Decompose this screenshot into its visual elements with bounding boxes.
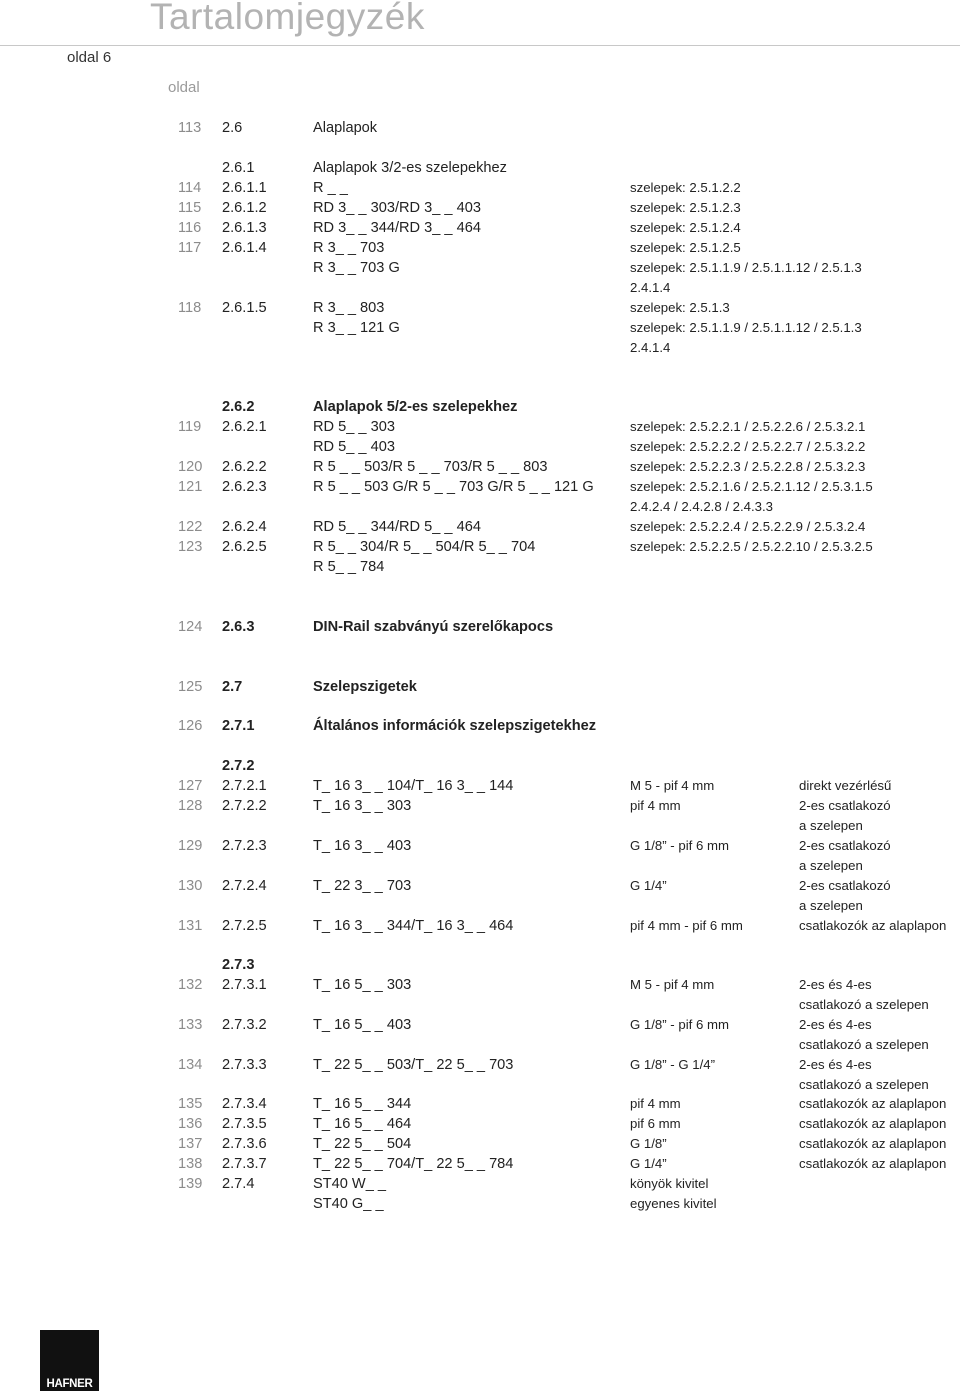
- toc-note: 2-es csatlakozó: [799, 838, 891, 853]
- toc-row: [0, 955, 960, 975]
- toc-row: [0, 1194, 960, 1214]
- toc-page-number: 138: [178, 1156, 203, 1172]
- toc-section-number: 2.6: [222, 120, 243, 136]
- toc-entry-title: T_ 22 3_ _ 703: [313, 878, 412, 894]
- toc-section-number: 2.6.2: [222, 399, 255, 415]
- toc-detail: G 1/8” - pif 6 mm: [630, 838, 729, 853]
- toc-section-number: 2.6.2.2: [222, 459, 267, 475]
- toc-entry-title: RD 5_ _ 303: [313, 419, 395, 435]
- toc-note: csatlakozók az alaplapon: [799, 1156, 947, 1171]
- toc-row: [0, 158, 960, 178]
- toc-page-number: 135: [178, 1096, 203, 1112]
- toc-note: a szelepen: [799, 858, 863, 873]
- toc-detail: szelepek: 2.5.1.1.9 / 2.5.1.1.12 / 2.5.1.3: [630, 320, 862, 335]
- toc-page-number: 122: [178, 519, 203, 535]
- toc-row: [0, 995, 960, 1015]
- toc-row: [0, 338, 960, 358]
- toc-entry-title: T_ 22 5_ _ 704/T_ 22 5_ _ 784: [313, 1156, 514, 1172]
- toc-detail: pif 4 mm - pif 6 mm: [630, 918, 743, 933]
- toc-row: [0, 1015, 960, 1035]
- toc-detail: szelepek: 2.5.1.2.3: [630, 200, 741, 215]
- toc-entry-title: R 5 _ _ 503 G/R 5 _ _ 703 G/R 5 _ _ 121 G: [313, 479, 594, 495]
- toc-detail: G 1/8” - G 1/4”: [630, 1057, 716, 1072]
- toc-section-number: 2.7.3: [222, 957, 255, 973]
- toc-entry-title: Alaplapok 3/2-es szelepekhez: [313, 160, 507, 176]
- toc-entry-title: ST40 W_ _: [313, 1176, 386, 1192]
- toc-note: csatlakozók az alaplapon: [799, 1096, 947, 1111]
- toc-section-number: 2.6.2.3: [222, 479, 267, 495]
- toc-row: [0, 238, 960, 258]
- toc-entry-title: T_ 16 3_ _ 344/T_ 16 3_ _ 464: [313, 918, 514, 934]
- toc-detail: pif 6 mm: [630, 1116, 681, 1131]
- toc-row: [0, 457, 960, 477]
- toc-page-number: 126: [178, 718, 203, 734]
- toc-row: [0, 1094, 960, 1114]
- toc-row: [0, 537, 960, 557]
- toc-detail: szelepek: 2.5.1.2.4: [630, 220, 741, 235]
- toc-section-number: 2.7.2.3: [222, 838, 267, 854]
- toc-row: [0, 916, 960, 936]
- toc-detail: szelepek: 2.5.1.2.5: [630, 240, 741, 255]
- toc-page-number: 136: [178, 1116, 203, 1132]
- toc-row: [0, 975, 960, 995]
- toc-detail: M 5 - pif 4 mm: [630, 778, 715, 793]
- toc-page-number: 132: [178, 977, 203, 993]
- toc-note: 2-es csatlakozó: [799, 798, 891, 813]
- toc-row: [0, 178, 960, 198]
- toc-entry-title: R 3_ _ 703 G: [313, 260, 400, 276]
- toc-detail: G 1/8”: [630, 1136, 667, 1151]
- toc-page-number: 131: [178, 918, 203, 934]
- toc-row: [0, 1035, 960, 1055]
- toc-section-number: 2.7: [222, 679, 243, 695]
- toc-detail: szelepek: 2.5.1.1.9 / 2.5.1.1.12 / 2.5.1.3: [630, 260, 862, 275]
- toc-note: 2-es és 4-es: [799, 977, 872, 992]
- toc-row: [0, 278, 960, 298]
- toc-row: [0, 896, 960, 916]
- toc-row: [0, 796, 960, 816]
- toc-section-number: 2.7.3.2: [222, 1017, 267, 1033]
- toc-section-number: 2.6.2.5: [222, 539, 267, 555]
- toc-section-number: 2.6.1.4: [222, 240, 267, 256]
- toc-row: [0, 497, 960, 517]
- toc-entry-title: RD 5_ _ 344/RD 5_ _ 464: [313, 519, 481, 535]
- toc-note: csatlakozók az alaplapon: [799, 1136, 947, 1151]
- toc-entry-title: R 5 _ _ 503/R 5 _ _ 703/R 5 _ _ 803: [313, 459, 548, 475]
- toc-entry-title: T_ 16 3_ _ 403: [313, 838, 412, 854]
- toc-row: [0, 397, 960, 417]
- toc-entry-title: T_ 16 3_ _ 104/T_ 16 3_ _ 144: [313, 778, 514, 794]
- toc-section-number: 2.7.3.1: [222, 977, 267, 993]
- toc-entry-title: T_ 22 5_ _ 503/T_ 22 5_ _ 703: [313, 1057, 514, 1073]
- toc-section-number: 2.7.3.3: [222, 1057, 267, 1073]
- toc-row: [0, 1114, 960, 1134]
- toc-page-number: 125: [178, 679, 203, 695]
- toc-page-number: 116: [178, 220, 202, 236]
- toc-detail: szelepek: 2.5.1.2.2: [630, 180, 741, 195]
- toc-section-number: 2.6.3: [222, 619, 255, 635]
- toc-row: [0, 318, 960, 338]
- toc-detail: 2.4.2.4 / 2.4.2.8 / 2.4.3.3: [630, 499, 773, 514]
- hafner-logo: [40, 1330, 99, 1391]
- toc-row: [0, 1075, 960, 1095]
- toc-row: [0, 716, 960, 736]
- toc-section-number: 2.6.2.4: [222, 519, 267, 535]
- toc-entry-title: T_ 16 5_ _ 403: [313, 1017, 412, 1033]
- toc-page-number: 130: [178, 878, 203, 894]
- toc-row: [0, 258, 960, 278]
- toc-row: [0, 118, 960, 138]
- toc-section-number: 2.6.1: [222, 160, 255, 176]
- toc-detail: 2.4.1.4: [630, 340, 671, 355]
- toc-detail: pif 4 mm: [630, 798, 681, 813]
- toc-row: [0, 677, 960, 697]
- toc-page-number: 121: [178, 479, 203, 495]
- toc-page-number: 133: [178, 1017, 203, 1033]
- toc-section-number: 2.7.2.1: [222, 778, 267, 794]
- toc-entry-title: Szelepszigetek: [313, 679, 417, 695]
- toc-row: [0, 816, 960, 836]
- toc-section-number: 2.6.1.3: [222, 220, 267, 236]
- toc-note: 2-es és 4-es: [799, 1057, 872, 1072]
- toc-section-number: 2.6.1.1: [222, 180, 267, 196]
- toc-row: [0, 198, 960, 218]
- toc-entry-title: Alaplapok 5/2-es szelepekhez: [313, 399, 518, 415]
- toc-note: 2-es csatlakozó: [799, 878, 891, 893]
- toc-entry-title: R _ _: [313, 180, 348, 196]
- logo-text: HAFNER: [46, 1378, 93, 1390]
- toc-page-number: 114: [178, 180, 202, 196]
- toc-page-number: 124: [178, 619, 203, 635]
- toc-detail: G 1/8” - pif 6 mm: [630, 1017, 729, 1032]
- toc-page-number: 113: [178, 120, 202, 136]
- toc-detail: könyök kivitel: [630, 1176, 709, 1191]
- toc-detail: szelepek: 2.5.2.2.5 / 2.5.2.2.10 / 2.5.3.2.5: [630, 539, 873, 554]
- toc-section-number: 2.7.4: [222, 1176, 255, 1192]
- toc-detail: szelepek: 2.5.2.2.1 / 2.5.2.2.6 / 2.5.3.2.1: [630, 419, 866, 434]
- toc-section-number: 2.7.2.5: [222, 918, 267, 934]
- toc-row: [0, 617, 960, 637]
- toc-entry-title: R 3_ _ 803: [313, 300, 385, 316]
- toc-entry-title: T_ 22 5_ _ 504: [313, 1136, 412, 1152]
- toc-entry-title: T_ 16 5_ _ 344: [313, 1096, 412, 1112]
- toc-entry-title: R 5_ _ 304/R 5_ _ 504/R 5_ _ 704: [313, 539, 536, 555]
- toc-row: [0, 1154, 960, 1174]
- toc-row: [0, 836, 960, 856]
- toc-detail: szelepek: 2.5.2.1.6 / 2.5.2.1.12 / 2.5.3.1.5: [630, 479, 873, 494]
- toc-note: csatlakozó a szelepen: [799, 1077, 929, 1092]
- toc-entry-title: RD 3_ _ 344/RD 3_ _ 464: [313, 220, 481, 236]
- toc-entry-title: RD 5_ _ 403: [313, 439, 395, 455]
- toc-detail: szelepek: 2.5.2.2.4 / 2.5.2.2.9 / 2.5.3.2.4: [630, 519, 866, 534]
- toc-page-number: 118: [178, 300, 202, 316]
- toc-note: direkt vezérlésű: [799, 778, 892, 793]
- toc-row: [0, 1055, 960, 1075]
- toc-entry-title: Alaplapok: [313, 120, 378, 136]
- toc-page-number: 115: [178, 200, 202, 216]
- toc-section-number: 2.7.2: [222, 758, 255, 774]
- toc-detail: szelepek: 2.5.2.2.2 / 2.5.2.2.7 / 2.5.3.2.2: [630, 439, 866, 454]
- toc-page-number: 127: [178, 778, 203, 794]
- toc-entry-title: RD 3_ _ 303/RD 3_ _ 403: [313, 200, 481, 216]
- toc-row: [0, 856, 960, 876]
- toc-note: 2-es és 4-es: [799, 1017, 872, 1032]
- toc-entry-title: DIN-Rail szabványú szerelőkapocs: [313, 619, 554, 635]
- page-title: Tartalomjegyzék: [150, 0, 425, 37]
- toc-detail: pif 4 mm: [630, 1096, 681, 1111]
- toc-note: csatlakozó a szelepen: [799, 997, 929, 1012]
- toc-row: [0, 298, 960, 318]
- toc-note: a szelepen: [799, 898, 863, 913]
- toc-section-number: 2.6.1.5: [222, 300, 267, 316]
- toc-row: [0, 437, 960, 457]
- toc-entry-title: R 3_ _ 121 G: [313, 320, 400, 336]
- toc-entry-title: T_ 16 5_ _ 303: [313, 977, 412, 993]
- toc-detail: szelepek: 2.5.1.3: [630, 300, 730, 315]
- toc-entry-title: T_ 16 3_ _ 303: [313, 798, 412, 814]
- toc-row: [0, 477, 960, 497]
- toc-section-number: 2.7.2.2: [222, 798, 267, 814]
- toc-row: [0, 417, 960, 437]
- toc-detail: 2.4.1.4: [630, 280, 671, 295]
- toc-detail: egyenes kivitel: [630, 1196, 717, 1211]
- toc-detail: szelepek: 2.5.2.2.3 / 2.5.2.2.8 / 2.5.3.2.3: [630, 459, 866, 474]
- toc-page-number: 137: [178, 1136, 203, 1152]
- toc-row: [0, 776, 960, 796]
- toc-page-number: 129: [178, 838, 203, 854]
- toc-entry-title: R 5_ _ 784: [313, 559, 385, 575]
- toc-section-number: 2.7.3.4: [222, 1096, 267, 1112]
- toc-section-number: 2.7.2.4: [222, 878, 267, 894]
- toc-row: [0, 218, 960, 238]
- toc-row: [0, 876, 960, 896]
- toc-section-number: 2.7.3.7: [222, 1156, 267, 1172]
- toc-page-number: 134: [178, 1057, 203, 1073]
- toc-row: [0, 517, 960, 537]
- toc-row: [0, 756, 960, 776]
- toc-page-number: 123: [178, 539, 203, 555]
- toc-section-number: 2.6.2.1: [222, 419, 267, 435]
- toc-detail: M 5 - pif 4 mm: [630, 977, 715, 992]
- toc-page-number: 119: [178, 419, 202, 435]
- toc-note: csatlakozó a szelepen: [799, 1037, 929, 1052]
- toc-page-number: 139: [178, 1176, 203, 1192]
- toc-detail: G 1/4”: [630, 878, 667, 893]
- toc-entry-title: ST40 G_ _: [313, 1196, 384, 1212]
- toc-detail: G 1/4”: [630, 1156, 667, 1171]
- toc-row: [0, 557, 960, 577]
- toc-section-number: 2.7.1: [222, 718, 255, 734]
- toc-section-number: 2.7.3.6: [222, 1136, 267, 1152]
- toc-note: a szelepen: [799, 818, 863, 833]
- toc-entry-title: T_ 16 5_ _ 464: [313, 1116, 412, 1132]
- page-number-label: oldal 6: [67, 49, 112, 66]
- toc-row: [0, 1134, 960, 1154]
- toc-page-number: 120: [178, 459, 203, 475]
- toc-page-number: 117: [178, 240, 202, 256]
- toc-row: [0, 1174, 960, 1194]
- toc-section-number: 2.7.3.5: [222, 1116, 267, 1132]
- toc-entry-title: R 3_ _ 703: [313, 240, 385, 256]
- toc-note: csatlakozók az alaplapon: [799, 918, 947, 933]
- page-column-header: oldal: [168, 79, 200, 96]
- toc-page-number: 128: [178, 798, 203, 814]
- toc-section-number: 2.6.1.2: [222, 200, 267, 216]
- toc-entry-title: Általános információk szelepszigetekhez: [313, 718, 597, 734]
- toc-note: csatlakozók az alaplapon: [799, 1116, 947, 1131]
